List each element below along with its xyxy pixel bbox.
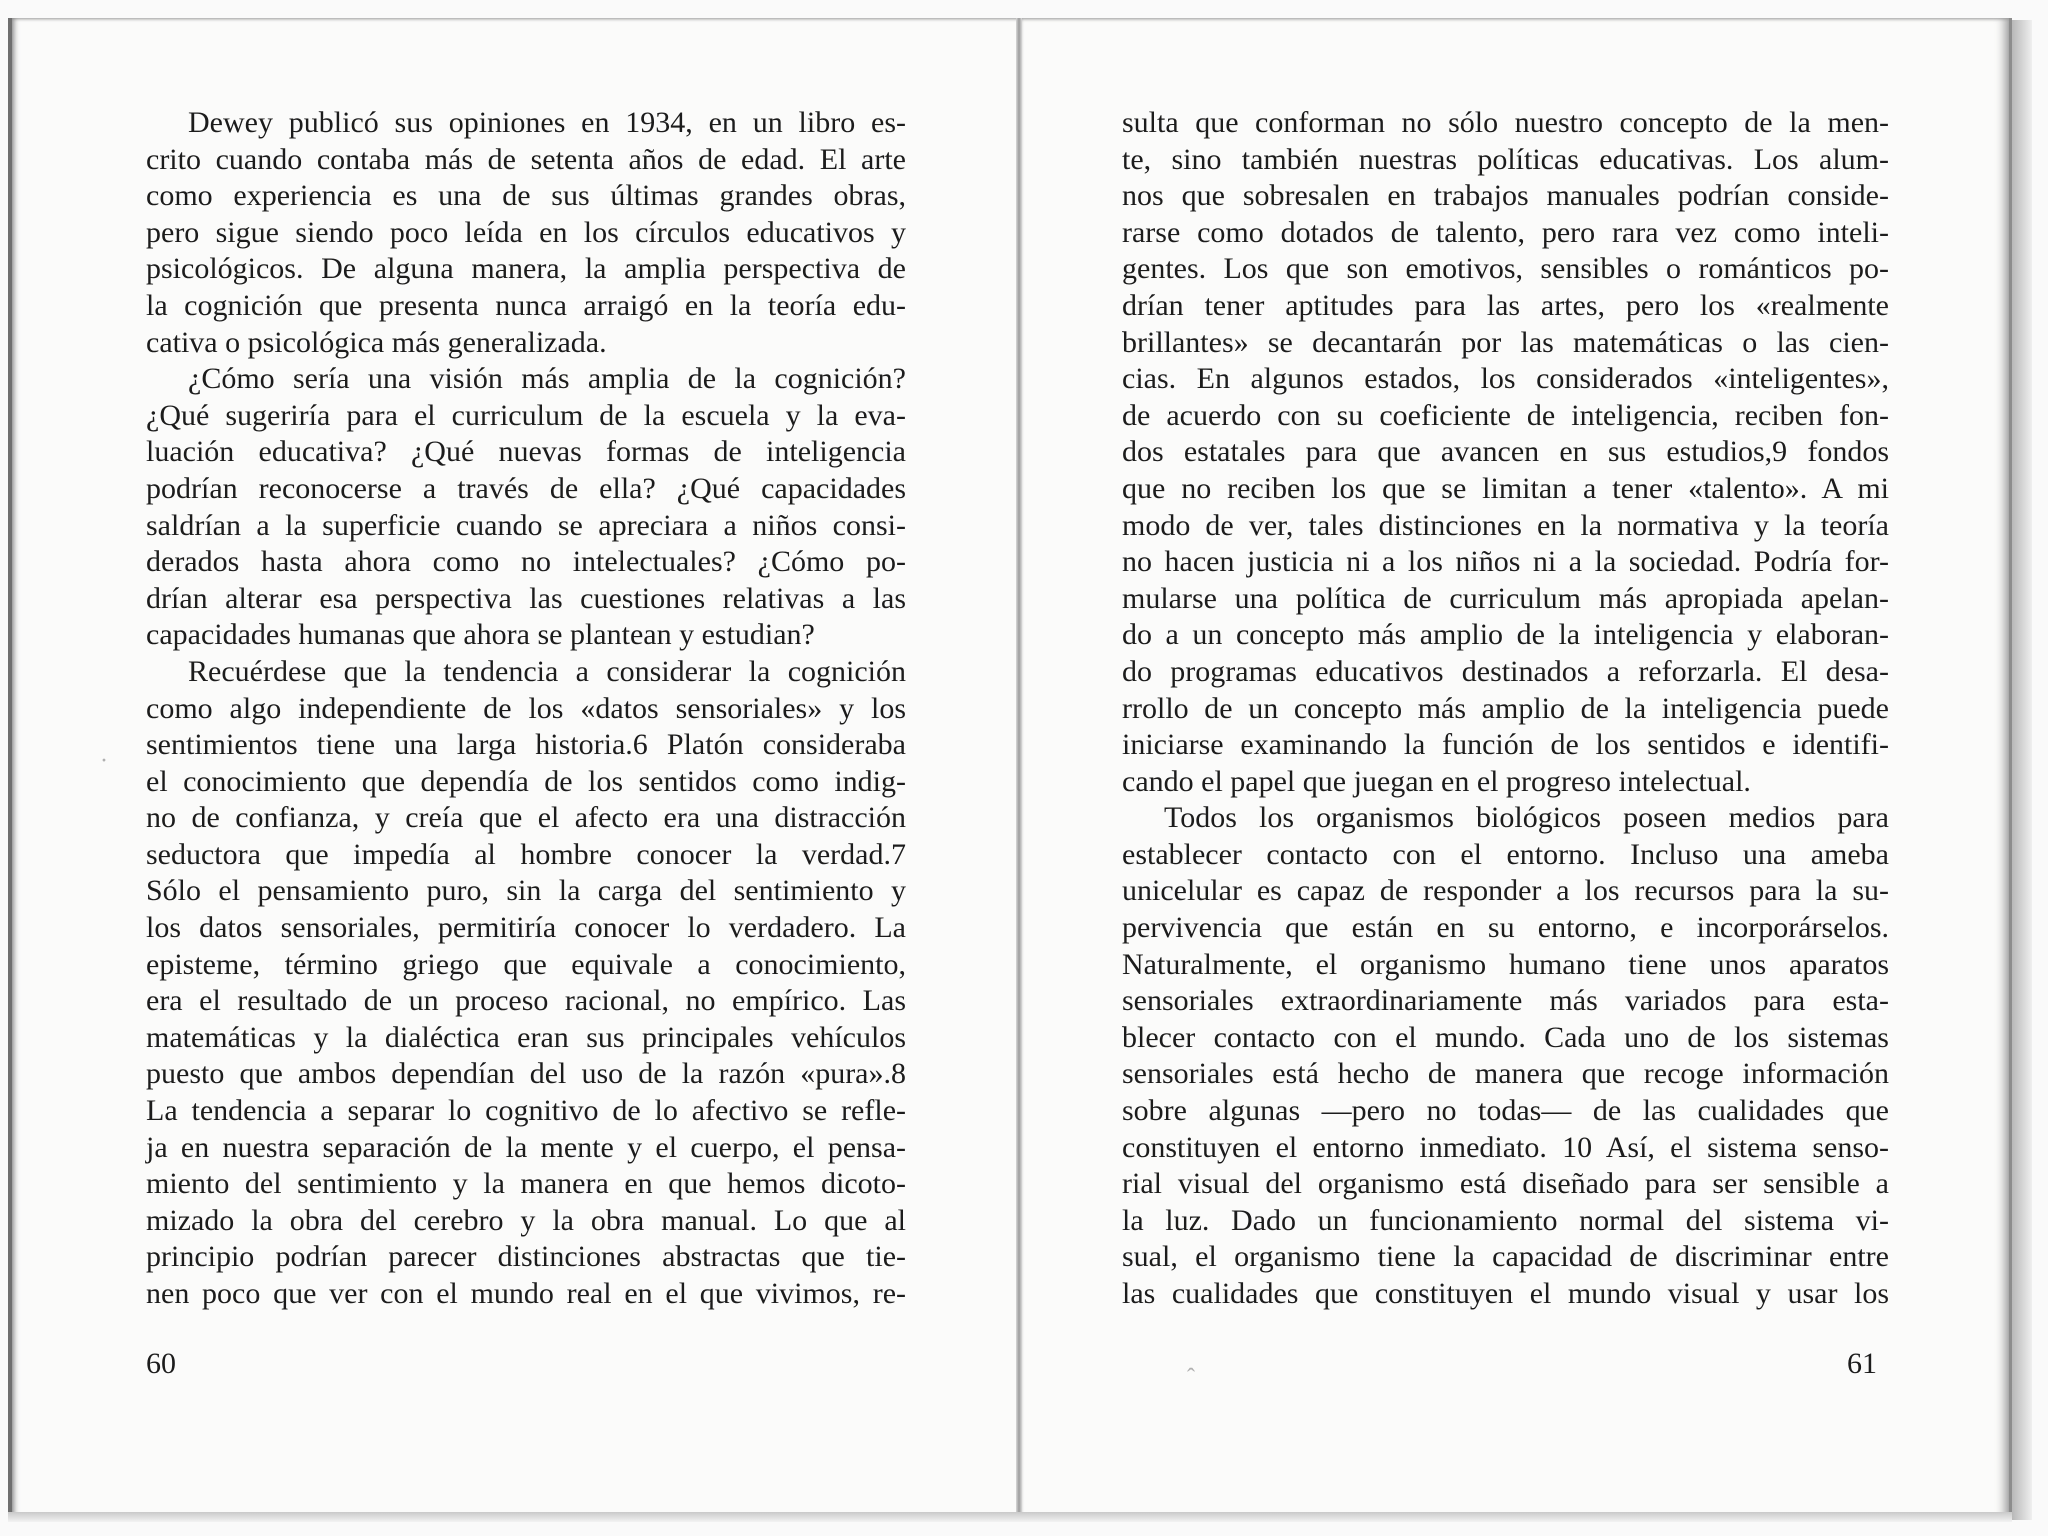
text-line: rial visual del organismo está diseñado para ser sensible a xyxy=(1122,1167,1889,1201)
text-line: la cognición que presenta nunca arraigó en la teoría edu- xyxy=(146,288,906,322)
paragraph xyxy=(1122,800,1889,1312)
text-line: establecer contacto con el entorno. Incluso una ameba xyxy=(1122,837,1889,871)
text-line: nen poco que ver con el mundo real en el que vivimos, re- xyxy=(146,1277,906,1310)
text-line: cias. En algunos estados, los considerados «inteligentes», xyxy=(1122,362,1889,396)
text-line: podrían reconocerse a través de ella? ¿Qué capacidades xyxy=(146,471,906,505)
text-line: cando el papel que juegan en el progreso intelectual. xyxy=(1122,764,1751,798)
text-line: Recuérdese que la tendencia a considerar la cognición xyxy=(188,654,906,688)
text-line: sulta que conforman no sólo nuestro concepto de la men- xyxy=(1122,106,1889,139)
text-line: sensoriales extraordinariamente más variados para esta- xyxy=(1122,984,1889,1018)
text-line: rarse como dotados de talento, pero rara vez como inteli- xyxy=(1122,215,1889,249)
text-line: constituyen el entorno inmediato. 10 Así, el sistema senso- xyxy=(1122,1130,1889,1164)
text-line: sobre algunas —pero no todas— de las cualidades que xyxy=(1122,1094,1889,1128)
text-line: te, sino también nuestras políticas educativas. Los alum- xyxy=(1122,142,1889,176)
text-line: ¿Cómo sería una visión más amplia de la cognición? xyxy=(188,362,906,396)
text-line: sual, el organismo tiene la capacidad de discriminar entre xyxy=(1122,1240,1889,1274)
scan-speck: · xyxy=(100,748,108,774)
text-line: Dewey publicó sus opiniones en 1934, en un libro es- xyxy=(188,106,906,139)
text-line: rrollo de un concepto más amplio de la inteligencia puede xyxy=(1122,691,1889,725)
text-line: blecer contacto con el mundo. Cada uno de los sistemas xyxy=(1122,1020,1889,1054)
text-line: matemáticas y la dialéctica eran sus principales vehículos xyxy=(146,1020,906,1054)
text-line: sentimientos tiene una larga historia.6 Platón consideraba xyxy=(146,728,906,762)
text-line: miento del sentimiento y la manera en que hemos dicoto- xyxy=(146,1167,906,1201)
text-line: do a un concepto más amplio de la inteligencia y elaboran- xyxy=(1122,618,1889,652)
text-line: modo de ver, tales distinciones en la normativa y la teoría xyxy=(1122,508,1889,542)
text-line: crito cuando contaba más de setenta años de edad. El arte xyxy=(146,142,906,176)
text-line: brillantes» se decantarán por las matemáticas o las cien- xyxy=(1122,325,1889,359)
text-line: drían alterar esa perspectiva las cuestiones relativas a las xyxy=(146,581,906,615)
text-line: nos que sobresalen en trabajos manuales podrían conside- xyxy=(1122,179,1889,213)
text-line: Todos los organismos biológicos poseen medios para xyxy=(1164,801,1889,835)
text-line: mularse una política de curriculum más apropiada apelan- xyxy=(1122,581,1889,615)
text-line: unicelular es capaz de responder a los recursos para la su- xyxy=(1122,874,1889,908)
text-line: no hacen justicia ni a los niños ni a la sociedad. Podría for- xyxy=(1122,545,1889,579)
left-page-body xyxy=(146,105,906,1313)
text-line: las cualidades que constituyen el mundo visual y usar los xyxy=(1122,1277,1889,1310)
page-edge xyxy=(2012,20,2032,1520)
text-line: ja en nuestra separación de la mente y el cuerpo, el pensa- xyxy=(146,1130,906,1164)
text-line: como experiencia es una de sus últimas grandes obras, xyxy=(146,179,906,213)
text-line: pero sigue siendo poco leída en los círculos educativos y xyxy=(146,215,906,249)
text-line: La tendencia a separar lo cognitivo de lo afectivo se refle- xyxy=(146,1094,906,1128)
page-number-right: 61 xyxy=(1847,1347,1877,1380)
text-line: do programas educativos destinados a reforzarla. El desa- xyxy=(1122,654,1889,688)
text-line: ¿Qué sugeriría para el curriculum de la escuela y la eva- xyxy=(146,398,906,432)
text-line: que no reciben los que se limitan a tener «talento». A mi xyxy=(1122,471,1889,505)
paragraph xyxy=(1122,105,1889,800)
text-line: pervivencia que están en su entorno, e incorporárselos. xyxy=(1122,911,1889,945)
text-line: los datos sensoriales, permitiría conocer lo verdadero. La xyxy=(146,911,906,945)
text-line: la luz. Dado un funcionamiento normal del sistema vi- xyxy=(1122,1203,1889,1237)
paragraph xyxy=(146,654,906,1313)
text-line: gentes. Los que son emotivos, sensibles o románticos po- xyxy=(1122,252,1889,286)
text-line: luación educativa? ¿Qué nuevas formas de inteligencia xyxy=(146,435,906,469)
text-line: saldrían a la superficie cuando se apreciara a niños consi- xyxy=(146,508,906,542)
text-line: el conocimiento que dependía de los sentidos como indig- xyxy=(146,764,906,798)
text-line: Naturalmente, el organismo humano tiene unos aparatos xyxy=(1122,947,1889,981)
paragraph xyxy=(146,105,906,361)
paragraph xyxy=(146,361,906,654)
text-line: cativa o psicológica más generalizada. xyxy=(146,325,607,359)
right-page-body xyxy=(1122,105,1889,1313)
scan-speck: ˆ xyxy=(1187,1365,1195,1391)
text-line: episteme, término griego que equivale a conocimiento, xyxy=(146,947,906,981)
text-line: principio podrían parecer distinciones abstractas que tie- xyxy=(146,1240,906,1274)
page-bottom-edge xyxy=(8,1512,2012,1522)
text-line: era el resultado de un proceso racional, no empírico. Las xyxy=(146,984,906,1018)
text-line: como algo independiente de los «datos sensoriales» y los xyxy=(146,691,906,725)
text-line: mizado la obra del cerebro y la obra manual. Lo que al xyxy=(146,1203,906,1237)
text-line: capacidades humanas que ahora se plantean y estudian? xyxy=(146,618,815,652)
text-line: psicológicos. De alguna manera, la amplia perspectiva de xyxy=(146,252,906,286)
text-line: sensoriales está hecho de manera que recoge información xyxy=(1122,1057,1889,1091)
text-line: dos estatales para que avancen en sus estudios,9 fondos xyxy=(1122,435,1889,469)
text-line: seductora que impedía al hombre conocer la verdad.7 xyxy=(146,837,906,871)
text-line: derados hasta ahora como no intelectuales? ¿Cómo po- xyxy=(146,545,906,579)
text-line: de acuerdo con su coeficiente de inteligencia, reciben fon- xyxy=(1122,398,1889,432)
page-number-left: 60 xyxy=(146,1347,176,1380)
text-line: puesto que ambos dependían del uso de la razón «pura».8 xyxy=(146,1057,906,1091)
text-line: iniciarse examinando la función de los sentidos e identifi- xyxy=(1122,728,1889,762)
text-line: drían tener aptitudes para las artes, pero los «realmente xyxy=(1122,288,1889,322)
text-line: no de confianza, y creía que el afecto era una distracción xyxy=(146,801,906,835)
text-line: Sólo el pensamiento puro, sin la carga del sentimiento y xyxy=(146,874,906,908)
